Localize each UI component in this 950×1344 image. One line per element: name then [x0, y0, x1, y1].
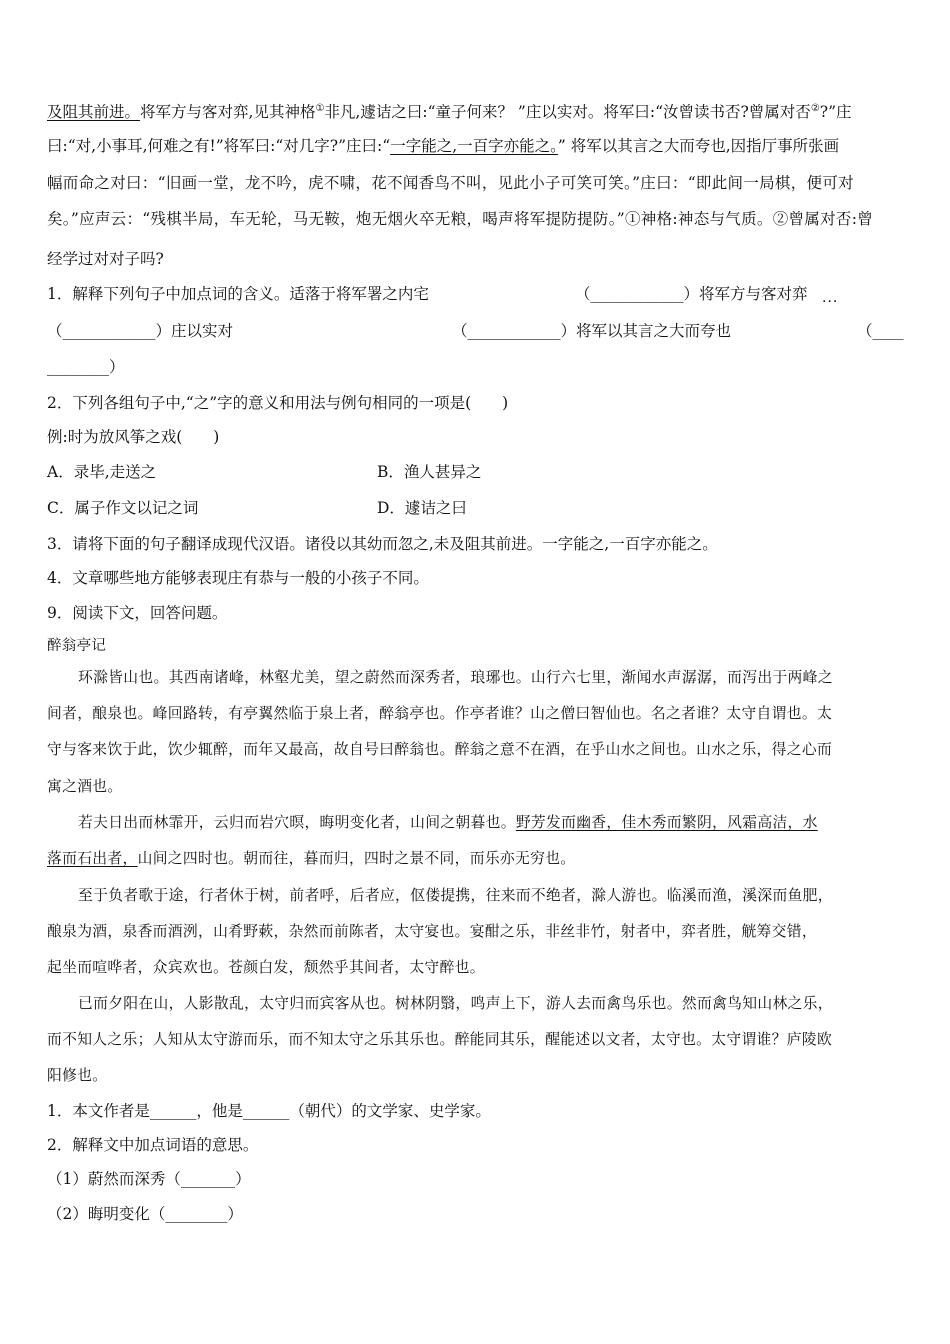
- passage-p1-line-2: 间者，酿泉也。峰回路转，有亭翼然临于泉上者，醉翁亭也。作亭者谁？山之僧曰智仙也。名之者谁？太守自谓也。太: [47, 705, 833, 722]
- option-b: B．渔人甚异之: [377, 463, 482, 481]
- sub-question-1: 1．本文作者是______，他是______（朝代）的文学家、史学家。: [47, 1102, 491, 1120]
- passage-p4-line-3: 阳修也。: [47, 1067, 108, 1084]
- passage-p1-line-1: 环滁皆山也。其西南诸峰，林壑尤美，望之蔚然而深秀者，琅琊也。山行六七里，渐闻水声潺潺，而泻出于两峰之: [78, 669, 833, 686]
- story-line-4: 矣。”应声云：“残棋半局，车无轮，马无鞍，炮无烟火卒无粮，喝声将军提防提防。”①神格:神态与气质。②曾属对否:曾: [47, 210, 874, 228]
- underlined-passage: 野芳发而幽香，佳木秀而繁阴，风霜高洁，水: [515, 814, 818, 831]
- underlined-passage-cont: 落而石出者，: [47, 850, 138, 867]
- passage-title: 醉翁亭记: [47, 638, 107, 654]
- sub-question-2-2: （2）晦明变化（________）: [47, 1205, 243, 1223]
- underlined-sentence: 一字能之,一百字亦能之。: [390, 137, 558, 155]
- passage-p2-line-2: 落而石出者，山间之四时也。朝而往，暮而归，四时之景不同，而乐亦无穷也。: [47, 850, 576, 867]
- underlined-phrase: 及阻其前进。: [47, 103, 141, 122]
- question-1-blank-4: （____: [857, 322, 904, 340]
- question-2-example: 例:时为放风筝之戏( ): [47, 428, 220, 446]
- question-1-label: 1．解释下列句子中加点词的含义。适落于将军署之内宅: [47, 285, 429, 303]
- question-1-blank-3: （____________）将军以其言之大而夸也: [452, 322, 732, 340]
- passage-p3-line-1: 至于负者歌于途，行者休于树，前者呼，后者应，伛偻提携，往来而不绝者，滁人游也。临溪而渔，溪深而鱼肥，: [78, 887, 833, 904]
- passage-p4-line-1: 已而夕阳在山，人影散乱，太守归而宾客从也。树林阴翳，鸣声上下，游人去而禽鸟乐也。然而禽鸟知山林之乐，: [78, 995, 833, 1012]
- question-4: 4．文章哪些地方能够表现庄有恭与一般的小孩子不同。: [47, 569, 429, 587]
- passage-p3-line-2: 酿泉为酒，泉香而酒洌，山肴野蔌，杂然而前陈者，太守宴也。宴酣之乐，非丝非竹，射者中，弈者胜，觥筹交错，: [47, 923, 817, 940]
- story-line-1: 及阻其前进。将军方与客对弈,见其神格①非凡,遽诘之曰:“童子何来？ ”庄以实对。将军曰:“汝曾读书否?曾属对否②?”庄: [47, 103, 852, 122]
- emphasis-dots: ...: [822, 290, 839, 306]
- question-3: 3．请将下面的句子翻译成现代汉语。诸役以其幼而忽之,未及阻其前进。一字能之,一百字亦能之。: [47, 535, 718, 553]
- question-1-blank-2: （____________）庄以实对: [47, 322, 234, 340]
- option-d: D．遽诘之曰: [377, 499, 467, 517]
- passage-p4-line-2: 而不知人之乐；人知从太守游而乐，而不知太守之乐其乐也。醉能同其乐，醒能述以文者，太守也。太守谓谁？庐陵欧: [47, 1031, 833, 1048]
- sub-question-2: 2．解释文中加点词语的意思。: [47, 1136, 259, 1154]
- option-c: C．属子作文以记之词: [47, 499, 199, 517]
- option-a: A．录毕,走送之: [47, 463, 157, 481]
- passage-p3-line-3: 起坐而喧哗者，众宾欢也。苍颜白发，颓然乎其间者，太守醉也。: [47, 959, 485, 976]
- passage-p2-line-1: 若夫日出而林霏开，云归而岩穴暝，晦明变化者，山间之朝暮也。野芳发而幽香，佳木秀而繁阴，风霜高洁，水: [78, 814, 818, 831]
- question-9-intro: 9．阅读下文，回答问题。: [47, 604, 228, 622]
- story-line-5: 经学过对对子吗?: [47, 250, 164, 268]
- passage-p1-line-3: 守与客来饮于此，饮少辄醉，而年又最高，故自号曰醉翁也。醉翁之意不在酒，在乎山水之间也。山水之乐，得之心而: [47, 741, 833, 758]
- question-1-blank-1: （____________）将军方与客对弈: [575, 285, 808, 303]
- question-2-label: 2．下列各组句子中,“之”字的意义和用法与例句相同的一项是( ): [47, 394, 509, 412]
- question-1-blank-4-cont: ________）: [47, 358, 125, 376]
- footnote-marker-1: ①: [315, 103, 325, 114]
- passage-p1-line-4: 寓之酒也。: [47, 778, 123, 795]
- footnote-marker-2: ②: [810, 103, 820, 114]
- story-line-2: 曰:“对,小事耳,何难之有!”将军曰:“对几字?”庄曰:“一字能之,一百字亦能之。” 将军以其言之大而夸也,因指厅事所张画: [47, 137, 840, 155]
- story-line-3: 幅而命之对曰：“旧画一堂，龙不吟，虎不啸，花不闻香鸟不叫，见此小子可笑可笑。”庄曰：“即此间一局棋，便可对: [47, 174, 854, 192]
- sub-question-2-1: （1）蔚然而深秀（_______）: [47, 1170, 251, 1188]
